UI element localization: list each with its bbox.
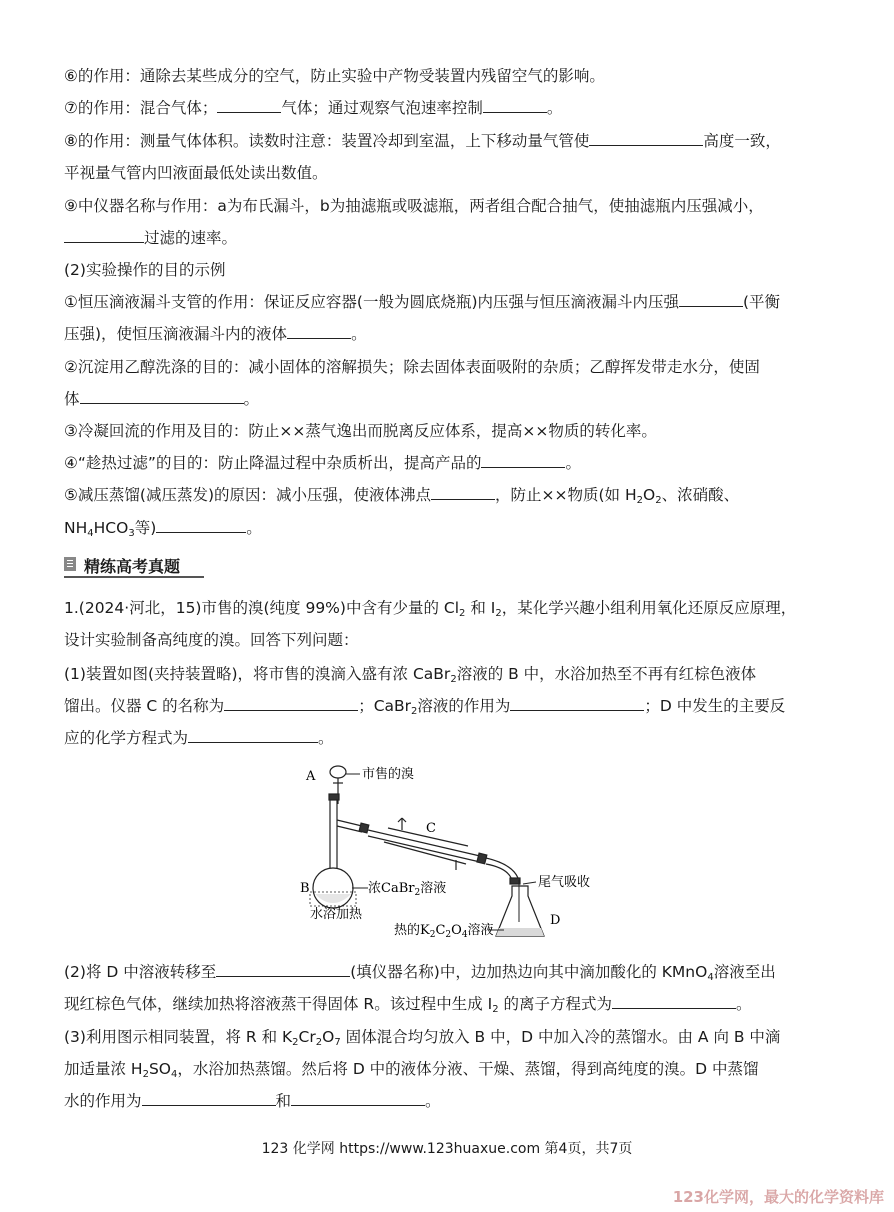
answer-blank[interactable] (142, 1091, 276, 1106)
question-line: 应的化学方程式为 。 (64, 729, 334, 747)
adapter (477, 853, 520, 884)
answer-blank[interactable] (481, 453, 565, 468)
page-footer: 123 化学网 https://www.123huaxue.com 第4页，共7页 (261, 1141, 633, 1157)
text-line: 体 。 (64, 390, 260, 408)
question-line: 馏出。仪器 C 的名称为 ；CaBr$_2$溶液的作用为 ；D 中发生的主要反 (64, 697, 786, 717)
answer-blank[interactable] (156, 518, 246, 533)
text-line: ⑨中仪器名称与作用：a为布氏漏斗，b为抽滤瓶或吸滤瓶，两者组合配合抽气，使抽滤瓶内压强减小， (64, 197, 764, 215)
answer-blank[interactable] (188, 728, 318, 743)
text-line: ④“趁热过滤”的目的：防止降温过程中杂质析出，提高产品的 。 (64, 454, 581, 472)
answer-blank[interactable] (612, 994, 736, 1009)
answer-blank[interactable] (80, 389, 244, 404)
answer-blank[interactable] (679, 292, 743, 307)
question-line: 加适量浓 $H_2SO_4$，水浴加热蒸馏。然后将 D 中的液体分液、干燥、蒸馏，得到高纯度的溴。D 中蒸馏 (64, 1060, 759, 1080)
label-a: A (306, 769, 316, 784)
conical-flask-d (496, 880, 544, 936)
answer-blank[interactable] (217, 98, 281, 113)
answer-blank[interactable] (589, 131, 703, 146)
answer-blank[interactable] (431, 485, 495, 500)
text-line: ①恒压滴液漏斗支管的作用：保证反应容器(一般为圆底烧瓶)内压强与恒压滴液漏斗内压强 (平衡 (64, 293, 781, 311)
answer-blank[interactable] (64, 228, 144, 243)
label-b: B (300, 881, 310, 896)
text-line: 过滤的速率。 (64, 228, 237, 248)
label-cabr2: 浓CaBr$_2$溶液 (368, 881, 447, 898)
round-bottom-flask-b (310, 868, 356, 908)
watermark: 123化学网，最大的化学资料库 (672, 1188, 884, 1206)
label-d: D (550, 913, 561, 928)
text-line: ⑤减压蒸馏(减压蒸发)的原因：减小压强，使液体沸点 ，防止××物质(如 $H_2O_2$、浓硝酸、 (64, 486, 740, 506)
text-line: ②沉淀用乙醇洗涤的目的：减小固体的溶解损失；除去固体表面吸附的杂质；乙醇挥发带走水分，使固 (64, 358, 760, 376)
question-line: (2)将 D 中溶液转移至 (填仪器名称)中，边加热边向其中滴加酸化的 KMnO$_4$溶液至出 (64, 963, 776, 983)
text-line: ⑧的作用：测量气体体积。读数时注意：装置冷却到室温，上下移动量气管使 高度一致， (64, 132, 781, 150)
question-line: 设计实验制备高纯度的溴。回答下列问题： (64, 631, 359, 649)
side-arm (337, 820, 369, 833)
label-water-bath: 水浴加热 (310, 907, 363, 922)
question-line: 水的作用为 和 。 (64, 1092, 441, 1110)
answer-blank[interactable] (216, 962, 350, 977)
label-k2c2o4: 热的$K_2C_2O_4$溶液 (394, 923, 494, 940)
column (329, 794, 339, 872)
text-line: $NH_4HCO_3$等) 。 (64, 519, 262, 539)
leader-line (523, 882, 536, 884)
distillation-apparatus-diagram (290, 760, 591, 960)
text-line: ⑥的作用：通除去某些成分的空气，防止实验中产物受装置内残留空气的影响。 (64, 67, 605, 85)
answer-blank[interactable] (510, 696, 644, 711)
condenser-c (368, 818, 480, 870)
answer-blank[interactable] (291, 1091, 425, 1106)
document-icon (64, 557, 76, 571)
label-tail-gas: 尾气吸收 (538, 875, 591, 890)
text-line: 平视量气管内凹液面最低处读出数值。 (64, 164, 328, 182)
answer-blank[interactable] (287, 324, 351, 339)
question-line: 现红棕色气体，继续加热将溶液蒸干得固体 R。该过程中生成 $I_2$ 的离子方程式为 。 (64, 995, 752, 1015)
question-line: 1.(2024·河北，15)市售的溴(纯度 99%)中含有少量的 $Cl_2$ 和 $I_2$，某化学兴趣小组利用氧化还原反应原理， (64, 599, 797, 619)
text-line: 压强)，使恒压滴液漏斗内的液体 。 (64, 325, 367, 343)
text-line: (2)实验操作的目的示例 (64, 261, 226, 279)
question-line: (3)利用图示相同装置，将 R 和 $K_2Cr_2O_7$ 固体混合均匀放入 B 中，D 中加入冷的蒸馏水。由 A 向 B 中滴 (64, 1028, 781, 1048)
text-line: ⑦的作用：混合气体； 气体；通过观察气泡速率控制 。 (64, 99, 563, 117)
section-title: 精练高考真题 (84, 557, 181, 576)
question-line: (1)装置如图(夹持装置略)，将市售的溴滴入盛有浓 CaBr$_2$溶液的 B 中，水浴加热至不再有红棕色液体 (64, 665, 757, 685)
text-line: ③冷凝回流的作用及目的：防止××蒸气逸出而脱离反应体系，提高××物质的转化率。 (64, 422, 657, 440)
answer-blank[interactable] (483, 98, 547, 113)
section-underline (64, 576, 204, 578)
label-c: C (426, 821, 436, 836)
answer-blank[interactable] (224, 696, 358, 711)
label-bromine: 市售的溴 (362, 767, 415, 782)
